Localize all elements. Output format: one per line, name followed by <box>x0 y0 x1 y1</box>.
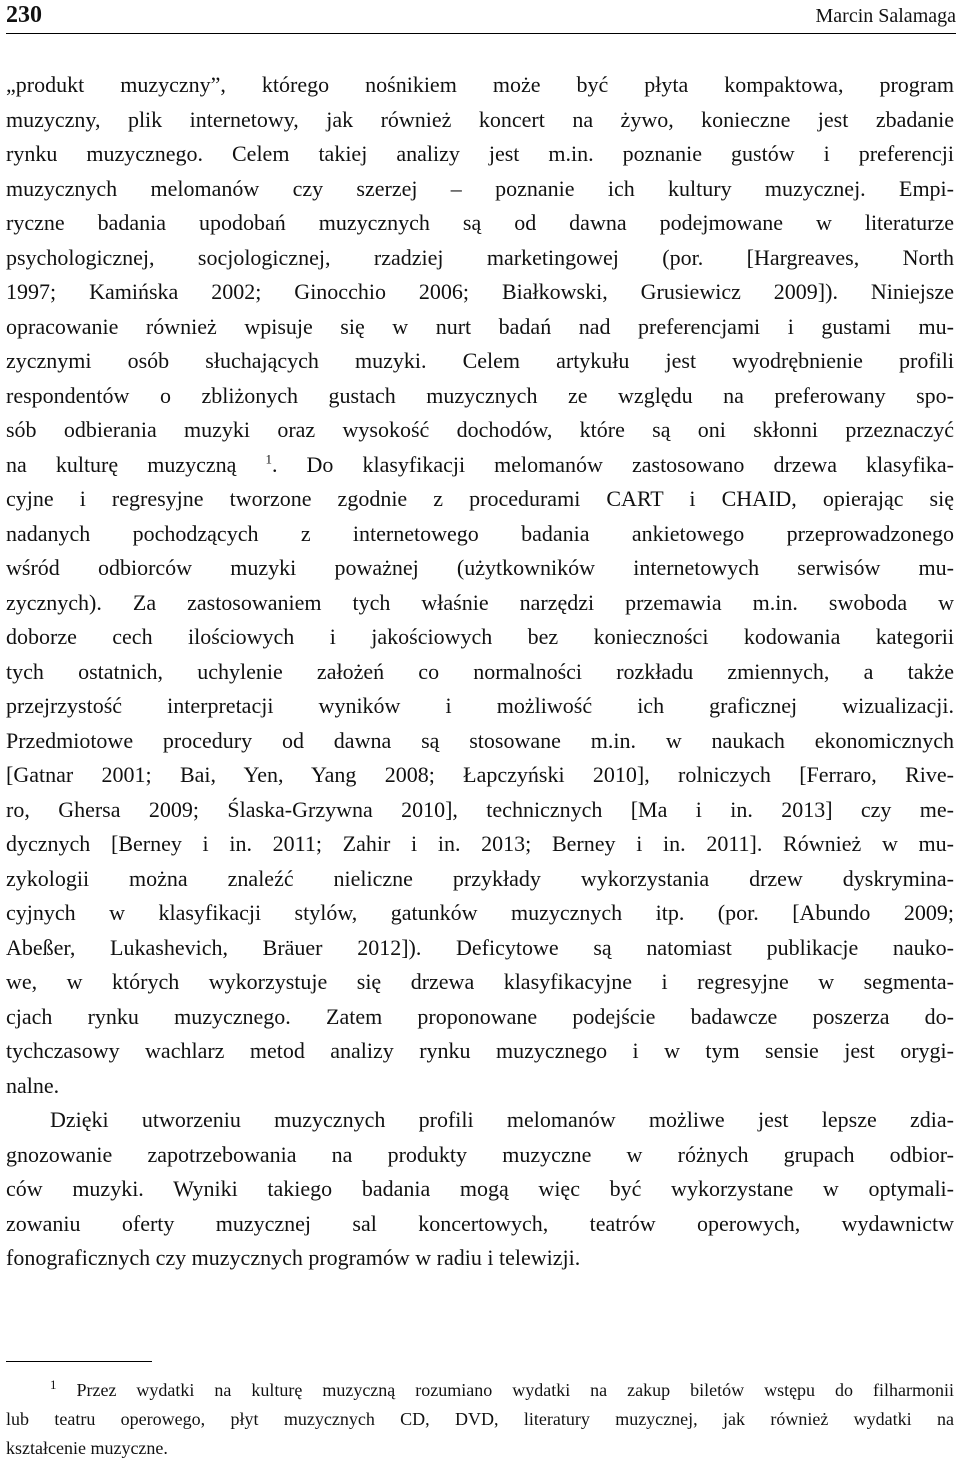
page-header <box>6 0 956 34</box>
text-line: gnozowanie zapotrzebowania na produkty muzyczne w różnych grupach odbior- <box>6 1141 954 1167</box>
text-line: muzycznych melomanów czy szerzej – poznanie ich kultury muzycznej. Empi- <box>6 175 954 201</box>
text-line: przejrzystość interpretacji wyników i możliwość ich graficznej wizualizacji. <box>6 693 954 718</box>
text-line: zycznymi osób słuchających muzyki. Celem artykułu jest wyodrębnienie profili <box>6 348 954 373</box>
text-line: dycznych [Berney i in. 2011; Zahir i in. 2013; Berney i in. 2011]. Również w mu- <box>6 831 954 856</box>
text-line: [Gatnar 2001; Bai, Yen, Yang 2008; Łapczyński 2010], rolniczych [Ferraro, Rive- <box>6 762 954 787</box>
text-line-with-footnote-ref <box>6 448 954 483</box>
text-line: muzyczny, plik internetowy, jak również koncert na żywo, konieczne jest zbadanie <box>6 106 954 132</box>
text-line: cyjne i regresyjne tworzone zgodnie z procedurami CART i CHAID, opierając się <box>6 486 954 511</box>
text-line: fonograficznych czy muzycznych programów w radiu i telewizji. <box>6 1245 581 1270</box>
text-line: „produkt muzyczny”, którego nośnikiem może być płyta kompaktowa, program <box>6 72 954 97</box>
paragraph-1 <box>6 68 954 1103</box>
text-line: rynku muzycznego. Celem takiej analizy jest m.in. poznanie gustów i preferencji <box>6 141 954 166</box>
text-line: Dzięki utworzeniu muzycznych profili melomanów możliwe jest lepsze zdia- <box>50 1107 954 1132</box>
footnote-text: Przez wydatki na kulturę muzyczną rozumiano wydatki na zakup biletów wstępu do filharmonii <box>56 1380 954 1400</box>
paragraph-2 <box>6 1103 954 1276</box>
text-segment: na kulturę muzyczną <box>6 451 237 477</box>
text-line: zowaniu oferty muzycznej sal koncertowych, teatrów operowych, wydawnictw <box>6 1210 954 1236</box>
text-line: cjach rynku muzycznego. Zatem proponowane podejście badawcze poszerza do- <box>6 1003 954 1029</box>
text-line: zykologii można znaleźć nieliczne przykłady wykorzystania drzew dyskrymina- <box>6 865 954 891</box>
text-line: Przedmiotowe procedury od dawna są stosowane m.in. w naukach ekonomicznych <box>6 727 954 753</box>
text-line: zycznych). Za zastosowaniem tych właśnie narzędzi przemawia m.in. swoboda w <box>6 589 954 615</box>
text-line: cyjnych w klasyfikacji stylów, gatunków muzycznych itp. (por. [Abundo 2009; <box>6 900 954 925</box>
text-line: ców muzyki. Wyniki takiego badania mogą więc być wykorzystane w optymali- <box>6 1176 954 1201</box>
footnote <box>6 1376 954 1463</box>
text-line: sób odbierania muzyki oraz wysokość dochodów, które są oni skłonni przeznaczyć <box>6 417 954 442</box>
page-number: 230 <box>6 2 42 28</box>
text-line: we, w których wykorzystuje się drzewa klasyfikacyjne i regresyjne w segmenta- <box>6 969 954 994</box>
text-segment: . Do klasyfikacji melomanów zastosowano drzewa klasyfika- <box>271 451 954 477</box>
text-line: wśród odbiorców muzyki poważnej (użytkowników internetowych serwisów mu- <box>6 555 954 580</box>
text-line: ro, Ghersa 2009; Ślaska-Grzywna 2010], technicznych [Ma i in. 2013] czy me- <box>6 796 954 822</box>
text-line: ryczne badania upodobań muzycznych są od dawna podejmowane w literaturze <box>6 210 954 235</box>
text-line: respondentów o zbliżonych gustach muzycznych ze względu na preferowany spo- <box>6 382 954 408</box>
text-line: tychczasowy wachlarz metod analizy rynku muzycznego i w tym sensie jest orygi- <box>6 1038 954 1063</box>
text-line: tych ostatnich, uchylenie założeń co normalności rozkładu zmiennych, a także <box>6 658 954 684</box>
text-line: Abeßer, Lukashevich, Bräuer 2012]). Deficytowe są natomiast publikacje nauko- <box>6 934 954 960</box>
text-line: doborze cech ilościowych i jakościowych bez konieczności kodowania kategorii <box>6 624 954 649</box>
text-line: opracowanie również wpisuje się w nurt badań nad preferencjami i gustami mu- <box>6 313 954 339</box>
footnote-separator <box>6 1361 152 1362</box>
footnote-reference[interactable]: 1 <box>265 451 272 467</box>
footnote-line: kształcenie muzyczne. <box>6 1438 168 1458</box>
text-line: psychologicznej, socjologicznej, rzadziej marketingowej (por. [Hargreaves, North <box>6 244 954 270</box>
footnote-line <box>6 1376 954 1405</box>
text-line: nalne. <box>6 1072 60 1098</box>
text-line: 1997; Kamińska 2002; Ginocchio 2006; Białkowski, Grusiewicz 2009]). Niniejsze <box>6 279 954 304</box>
footnote-line: lub teatru operowego, płyt muzycznych CD, DVD, literatury muzycznej, jak również wydatki na <box>6 1409 954 1429</box>
running-head-author: Marcin Salamaga <box>815 5 956 27</box>
body-text <box>6 68 954 1276</box>
footnote-marker: 1 <box>50 1377 57 1392</box>
text-line: nadanych pochodzących z internetowego badania ankietowego przeprowadzonego <box>6 520 954 546</box>
